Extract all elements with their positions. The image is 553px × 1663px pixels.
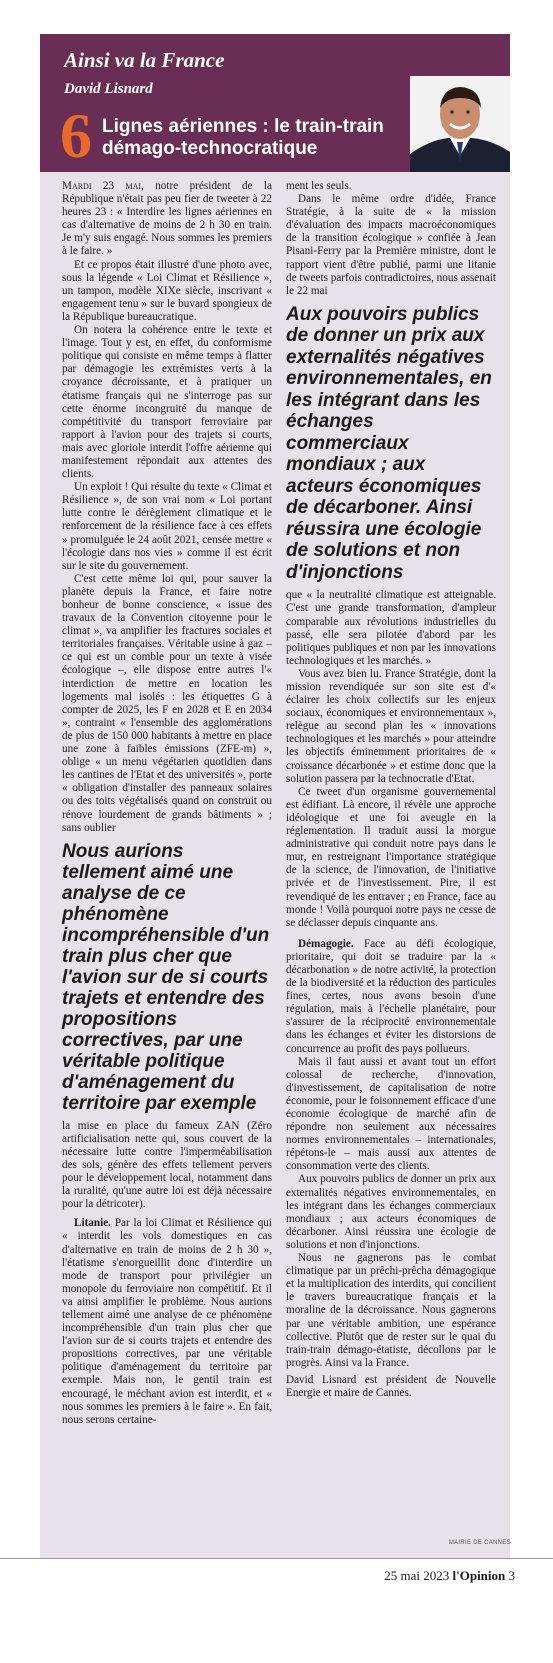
paragraph: ment les seuls. xyxy=(286,180,352,192)
pull-quote: Aux pouvoirs publics de donner un prix aux externalités négatives environnementales, en les intégrant dans les échanges commerciaux mondiaux ; aux acteurs économiques de décarboner. Ainsi réussira une écologie de solutions et non d'injonctions xyxy=(286,303,492,583)
rubric-title: Ainsi va la France xyxy=(64,48,225,72)
issue-date: 25 mai 2023 xyxy=(384,1568,450,1583)
paragraph xyxy=(62,180,272,259)
headline: Lignes aériennes : le train-train démago-technocratique xyxy=(102,116,384,159)
paragraph: Nous ne gagnerons pas le combat climatique par un prêchi-prêcha démagogique et la multiplication des interdits, qui concilient le travers bureaucratique français et la moraline de la décroissance. Nous gagnerons par une véritable ambition, une espérance collective. Plutôt que de rester sur le quai du train-train démago-étatiste, décollons par le progrès. Ainsi va la France. xyxy=(286,1252,496,1369)
photo-credit: MAIRIE DE CANNES xyxy=(448,1540,511,1546)
paragraph-text: Face au défi écologique, prioritaire, qui doit se traduire par la « décarbonation » de notre activité, la protection de la biodiversité et la réduction des particules fines, certes, nous avons besoin d'une régulation, mais à l'échelle planétaire, pour s'assurer de la réciprocité environnementale dans les échanges et éviter les distorsions de concurrence au profit des pays pollueurs. xyxy=(286,937,496,1055)
paragraph: Et ce propos était illustré d'une photo avec, sous la légende « Loi Climat et Résilience », un tampon, modèle XIXe siècle, inscrivant « engagement tenu » sur le buvard spongieux de la République bureaucratique. xyxy=(62,258,272,323)
pull-quote: Nous aurions tellement aimé une analyse de ce phénomène incompréhensible d'un train plus cher que l'avion sur de si courts trajets et entendre des propositions correctives, par une véritable politique d'aménagement du territoire par exemple xyxy=(62,840,270,1114)
paragraph: Ce tweet d'un organisme gouvernemental est édifiant. Là encore, il révèle une approche idéologique et une foi aveugle en la réglementation. Il traduit aussi la morgue administrative qui conduit notre pays dans le mur, en restreignant l'importance stratégique de la science, de l'innovation, de l'initiative privée et de l'investissement. Pire, il est revendiqué de les entraver ; en France, face au monde ! Voilà pourquoi notre pays ne cesse de se déclasser depuis cinquante ans. xyxy=(286,785,496,929)
paragraph: Dans le même ordre d'idée, France Stratégie, à la suite de « la mission d'évaluation des impacts macroéconomiques de la transition écologique » confiée à Jean Pisani-Ferry par la Première ministre, dont le rapport vient d'être publié, parmi une litanie de tweets parfois contradictoires, nous assenait le 22 mai xyxy=(286,193,497,297)
section-lead: Démagogie. xyxy=(298,937,354,950)
quote-mark-icon: 6 xyxy=(60,100,92,171)
author-byline: David Lisnard xyxy=(64,81,153,97)
page-number: 3 xyxy=(508,1568,515,1583)
paragraph: Aux pouvoirs publics de donner un prix aux externalités négatives environnementales, en les intégrant dans les échanges commerciaux mondiaux ; aux acteurs économiques de décarboner. Ainsi réussira une écologie de solutions et non d'injonctions. xyxy=(286,1173,496,1251)
publication-name: l'Opinion xyxy=(452,1568,506,1583)
paragraph-text: , notre président de la République n'était pas peu fier de tweeter à 22 heures 23 : « Interdire les lignes aériennes en cas d'alternative de moins de 2 h 30 en train. Je m'y suis engagé. Nous sommes les premiers à le faire. » xyxy=(62,180,272,258)
paragraph: On notera la cohérence entre le texte et l'image. Tout y est, en effet, du conformisme politique qui consiste en même temps à flatter par démagogie les extrémistes verts à la croyance décroissante, et à pratiquer un étatisme français qui ne s'interroge pas sur cette énorme incongruité du manque de compétitivité du transport ferroviaire par rapport à l'avion pour des trajets si courts, mais avec gloriole interdit l'offre aérienne qui manifestement répondait aux attentes des clients. xyxy=(62,324,272,481)
paragraph xyxy=(62,1217,272,1427)
author-signature: David Lisnard est président de Nouvelle Energie et maire de Cannes. xyxy=(286,1373,496,1399)
footer-divider xyxy=(0,1558,553,1559)
portrait-image xyxy=(410,76,510,172)
paragraph: Mais il faut aussi et avant tout un effort colossal de recherche, d'innovation, d'investissement, de capitalisation de notre économie, pour le foisonnement efficace d'une économie écologique de marché afin de répondre non seulement aux nécessaires normes environnementales – internationales, répétons-le – mais aussi aux attentes de consommation verte des clients. xyxy=(286,1055,496,1173)
author-portrait xyxy=(410,76,510,172)
paragraph-lead: Mardi 23 mai xyxy=(62,180,142,192)
paragraph-text: Par la loi Climat et Résilience qui « interdit les vols domestiques en cas d'alternative en train de moins de 2 h 30 », l'étatisme s'enorgueillit donc d'interdire un mode de transport pour privilégier un monopole du ferroviaire non compétitif. Et il va ainsi amplifier le problème. Nous aurions tellement aimé une analyse de ce phénomène incompréhensible d'un train plus cher que l'avion sur de si courts trajets et entendre des propositions correctives, par une véritable politique d'aménagement du territoire par exemple. Mais non, le gentil train est encouragé, le méchant avion est interdit, et « nous sommes les premiers à le faire ». En fait, nous serons certaine- xyxy=(62,1217,272,1426)
paragraph: C'est cette même loi qui, pour sauver la planète depuis la France, et faire notre bonheur de bonne conscience, « issue des travaux de la Convention citoyenne pour le climat », va amplifier les fractures sociales et territoriales françaises. Véritable usine à gaz – ce qui est un comble pour un texte à visée écologique –, elle dispose entre autres l'« interdiction de mettre en location les logements mal isolés : les étiquettes G à compter de 2025, les F en 2028 et E en 2034 », contraint « l'ensemble des agglomérations de plus de 150 000 habitants à mettre en place une zone à faibles émissions (ZFE-m) », oblige « un menu végétarien quotidien dans les cantines de l'Etat et des universités », porte « obligation d'installer des panneaux solaires ou des toits végétalisés quand on construit ou rénove lourdement de grands bâtiments » ; sans oublier xyxy=(62,572,272,834)
page-footer xyxy=(384,1568,515,1584)
column-right xyxy=(286,180,496,1400)
paragraph: la mise en place du fameux ZAN (Zéro artificialisation nette qui, sous couvert de la nécessaire lutte contre l'imperméabilisation des sols, génère des effets tellement pervers pour le développement local, notamment dans la ruralité, qu'une autre loi est déjà nécessaire pour la détricoter). xyxy=(62,1119,272,1211)
paragraph: que « la neutralité climatique est atteignable. C'est une grande transformation, d'ampleur comparable aux révolutions industrielles du passé, elle sera pilotée d'abord par les politiques publiques et non par les innovations technologiques et les marchés. » xyxy=(286,589,496,667)
paragraph: Vous avez bien lu. France Stratégie, dont la mission revendiquée sur son site est d'« éclairer les choix collectifs sur les enjeux sociaux, économiques et environnementaux », relègue au second plan les « innovations technologiques et les marchés » pour atteindre les objectifs éminemment prioritaires de « croissance décarbonée » et estime donc que la solution passera par la technocratie d'Etat. xyxy=(286,667,496,785)
article-header xyxy=(40,34,510,172)
section-lead: Litanie. xyxy=(74,1217,111,1230)
column-left xyxy=(62,180,272,1427)
paragraph: Un exploit ! Qui résulte du texte « Climat et Résilience », de son vrai nom « Loi portant lutte contre le dérèglement climatique et le renforcement de la résilience face à ces effets » promulguée le 24 août 2021, censée mettre « l'écologie dans nos vies » comme il est écrit sur le site du gouvernement. xyxy=(62,481,272,572)
paragraph xyxy=(286,938,496,1056)
